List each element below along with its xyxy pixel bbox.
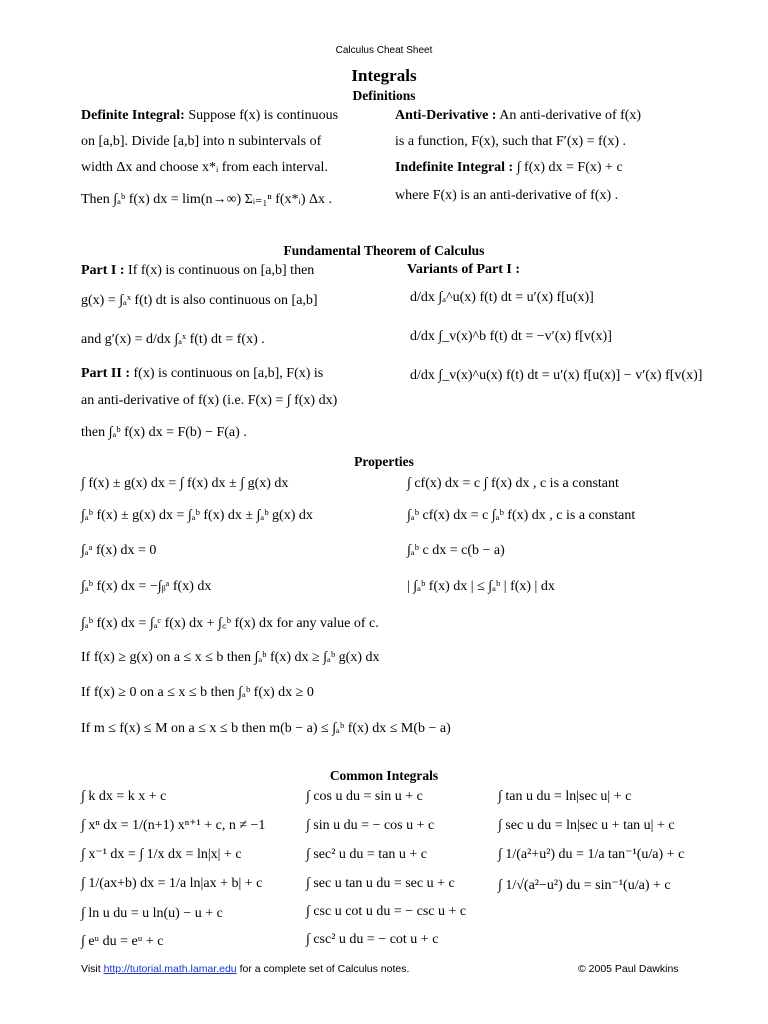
- common-col2-2: ∫ sin u du = − cos u + c: [306, 818, 435, 833]
- tutorial-link[interactable]: http://tutorial.math.lamar.edu: [103, 963, 237, 975]
- anti-derivative-term: Anti-Derivative :: [395, 108, 497, 123]
- common-col3-4: ∫ 1/√(a²−u²) du = sin⁻¹(u/a) + c: [498, 878, 671, 893]
- ftc-variant-2: d/dx ∫_v(x)^b f(t) dt = −v′(x) f[v(x)]: [410, 329, 612, 344]
- property-left-1: ∫ f(x) ± g(x) dx = ∫ f(x) dx ± ∫ g(x) dx: [81, 476, 289, 491]
- property-left-2: ∫ₐᵇ f(x) ± g(x) dx = ∫ₐᵇ f(x) dx ± ∫ₐᵇ g(x) dx: [81, 508, 313, 523]
- property-full-1: ∫ₐᵇ f(x) dx = ∫ₐᶜ f(x) dx + ∫꜀ᵇ f(x) dx for any value of c.: [81, 616, 379, 631]
- property-right-1: ∫ cf(x) dx = c ∫ f(x) dx , c is a constant: [407, 476, 619, 491]
- footer-note: [81, 964, 409, 975]
- definite-integral-line-2: on [a,b]. Divide [a,b] into n subintervals of: [81, 134, 322, 149]
- page-title: Integrals: [351, 66, 417, 85]
- definite-integral-term: Definite Integral:: [81, 108, 185, 123]
- definite-integral-line-4: Then ∫ₐᵇ f(x) dx = lim(n→∞) Σᵢ₌₁ⁿ f(x*ᵢ) Δx .: [81, 192, 333, 207]
- source-title: Calculus Cheat Sheet: [335, 45, 433, 56]
- anti-derivative-line-1: [395, 109, 641, 123]
- definite-integral-line-1: [81, 109, 338, 123]
- footer-visit: Visit: [81, 963, 101, 975]
- ftc-part1-line-1: [81, 264, 314, 278]
- indefinite-integral-formula: ∫ f(x) dx = F(x) + c: [516, 160, 623, 175]
- common-col1-3: ∫ x⁻¹ dx = ∫ 1/x dx = ln|x| + c: [81, 847, 242, 862]
- ftc-variant-3: d/dx ∫_v(x)^u(x) f(t) dt = u′(x) f[u(x)] − v′(x) f[v(x)]: [410, 368, 703, 383]
- ftc-part1-line-2: g(x) = ∫ₐˣ f(t) dt is also continuous on [a,b]: [81, 293, 318, 308]
- common-col1-4: ∫ 1/(ax+b) dx = 1/a ln|ax + b| + c: [81, 876, 263, 891]
- copyright: © 2005 Paul Dawkins: [578, 963, 679, 975]
- footer-rest: for a complete set of Calculus notes.: [239, 963, 410, 975]
- property-right-2: ∫ₐᵇ cf(x) dx = c ∫ₐᵇ f(x) dx , c is a constant: [407, 508, 636, 523]
- property-left-4: ∫ₐᵇ f(x) dx = −∫ᵦᵃ f(x) dx: [81, 579, 212, 594]
- indefinite-integral-line-2: where F(x) is an anti-derivative of f(x) .: [395, 188, 619, 203]
- common-col1-6: ∫ eᵘ du = eᵘ + c: [81, 934, 164, 949]
- common-col1-2: ∫ xⁿ dx = 1/(n+1) xⁿ⁺¹ + c, n ≠ −1: [81, 818, 266, 833]
- common-col2-1: ∫ cos u du = sin u + c: [306, 789, 423, 804]
- ftc-part1-term: Part I :: [81, 263, 125, 278]
- property-right-3: ∫ₐᵇ c dx = c(b − a): [407, 543, 505, 558]
- common-col2-5: ∫ csc u cot u du = − csc u + c: [306, 904, 467, 919]
- properties-heading: Properties: [354, 454, 414, 469]
- property-full-3: If f(x) ≥ 0 on a ≤ x ≤ b then ∫ₐᵇ f(x) dx ≥ 0: [81, 685, 314, 700]
- common-col3-3: ∫ 1/(a²+u²) du = 1/a tan⁻¹(u/a) + c: [498, 847, 685, 862]
- property-right-4: | ∫ₐᵇ f(x) dx | ≤ ∫ₐᵇ | f(x) | dx: [407, 579, 555, 594]
- property-full-2: If f(x) ≥ g(x) on a ≤ x ≤ b then ∫ₐᵇ f(x) dx ≥ ∫ₐᵇ g(x) dx: [81, 650, 380, 665]
- indefinite-integral-term: Indefinite Integral :: [395, 160, 514, 175]
- anti-derivative-text: An anti-derivative of f(x): [499, 108, 642, 123]
- ftc-part2-term: Part II :: [81, 366, 130, 381]
- property-full-4: If m ≤ f(x) ≤ M on a ≤ x ≤ b then m(b − a) ≤ ∫ₐᵇ f(x) dx ≤ M(b − a): [81, 721, 451, 736]
- common-col2-3: ∫ sec² u du = tan u + c: [306, 847, 428, 862]
- ftc-part2-line-1: [81, 367, 323, 381]
- ftc-part2-line-3: then ∫ₐᵇ f(x) dx = F(b) − F(a) .: [81, 425, 247, 440]
- ftc-variants-heading: Variants of Part I :: [407, 262, 521, 277]
- common-col3-2: ∫ sec u du = ln|sec u + tan u| + c: [498, 818, 675, 833]
- ftc-part2-line-2: an anti-derivative of f(x) (i.e. F(x) = ∫ f(x) dx): [81, 393, 338, 408]
- definitions-heading: Definitions: [352, 88, 416, 103]
- ftc-part1-text: If f(x) is continuous on [a,b] then: [128, 263, 315, 278]
- common-col1-1: ∫ k dx = k x + c: [81, 789, 167, 804]
- ftc-part1-line-3: and g′(x) = d/dx ∫ₐˣ f(t) dt = f(x) .: [81, 332, 265, 347]
- definite-integral-line-3: width Δx and choose x*ᵢ from each interval.: [81, 160, 328, 175]
- ftc-heading: Fundamental Theorem of Calculus: [283, 243, 485, 258]
- definite-integral-text: Suppose f(x) is continuous: [188, 108, 339, 123]
- common-col1-5: ∫ ln u du = u ln(u) − u + c: [81, 906, 223, 921]
- anti-derivative-line-2: is a function, F(x), such that F′(x) = f(x) .: [395, 134, 627, 149]
- ftc-variant-1: d/dx ∫ₐ^u(x) f(t) dt = u′(x) f[u(x)]: [410, 290, 594, 305]
- indefinite-integral-line-1: [395, 161, 623, 175]
- common-col2-6: ∫ csc² u du = − cot u + c: [306, 932, 439, 947]
- common-col2-4: ∫ sec u tan u du = sec u + c: [306, 876, 455, 891]
- ftc-part2-text: f(x) is continuous on [a,b], F(x) is: [133, 366, 324, 381]
- property-left-3: ∫ₐᵃ f(x) dx = 0: [81, 543, 157, 558]
- common-integrals-heading: Common Integrals: [329, 768, 439, 783]
- common-col3-1: ∫ tan u du = ln|sec u| + c: [498, 789, 632, 804]
